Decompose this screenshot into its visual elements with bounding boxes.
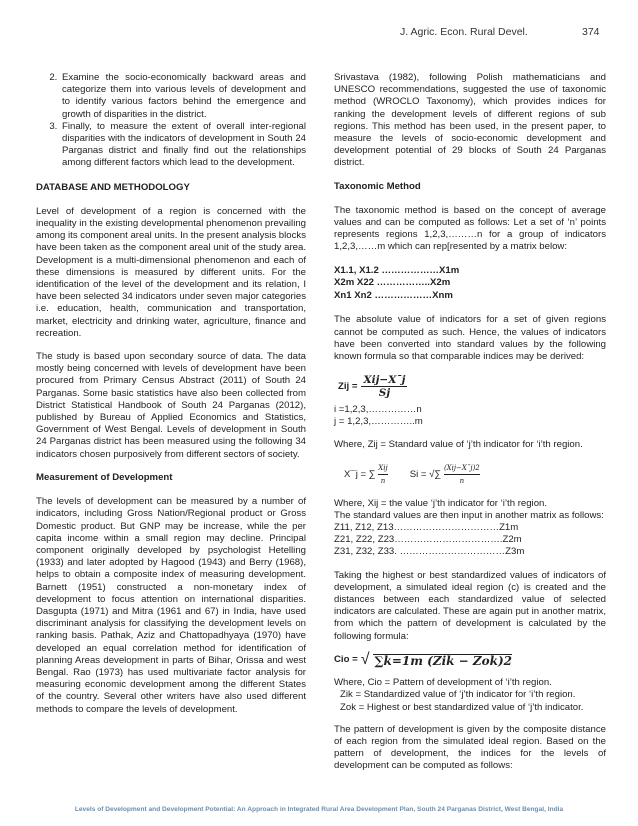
matrix-row: X1.1, X1.2 ………………X1m (334, 264, 460, 276)
zij-formula (338, 374, 606, 399)
fraction (361, 374, 407, 399)
subsection-heading: Taxonomic Method (334, 180, 421, 192)
index-ranges (334, 404, 606, 428)
sd-label: Si = √∑ (409, 469, 442, 481)
mean-sd-formulas (344, 462, 606, 487)
formula-label: Zij = (338, 380, 358, 392)
matrix-row: Z31, Z32, Z33. ……………………………Z3m (334, 546, 525, 558)
paragraph: The absolute value of indicators for a set of given regions cannot be computed as such. Hence, the values of indicators have been converted into standard values by the following known formula so that comparable indices may be derived: (334, 314, 606, 363)
paragraph: The levels of development can be measured by a number of indicators, including Gross Nation/Regional product or Gross Domestic product. But GNP may be increase, while the per capita income within a small region may decline. Principal component originally developed by psychologist Hetelling (1933) and later adopted by Hagood (1943) and Berry (1968), helps to obtain a composite index of measuring development. Barnett (1951) constructed a non-monetary index of development to focus attention on international disparities. Dasgupta (1971) and Mitra (1961 and 67) in India, have used discriminant analysis for classifying the development levels on ranking basis. Pathak, Aziz and Chattopadhyaya (1970) have developed an equal correlation method for identification of planning Areas development in parts of Bihar, Orissa and west Bengal. Rao (1973) has used multivariate factor analysis for measuring economic development among the different States of the country. Several other writers have also used different methods to compare the levels of development. (36, 496, 306, 715)
matrix-row: Xn1 Xn2 ………………Xnm (334, 289, 453, 301)
denominator: n (380, 477, 386, 486)
sd-formula (410, 462, 480, 487)
denominator: n (459, 477, 465, 486)
definition-line: Zok = Highest or best standardized value of ‘j’th indicator. (340, 701, 584, 713)
denominator: Sj (378, 387, 391, 400)
mean-formula (344, 462, 388, 487)
mean-label: X¯j = ∑ (344, 469, 376, 481)
fraction (444, 462, 480, 487)
paragraph: Srivastava (1982), following Polish mathematicians and UNESCO recommendations, suggested the use of taxonomic method (WROCLO Taxonomy), which provides indices for ranking the development levels of different regions of sub regions. This method has been used, in the present paper, to measure the levels of socio-economic development and development potential of 29 blocks of South 24 Parganas district. (334, 72, 606, 169)
formula-label: Cio = (334, 654, 358, 666)
paragraph: The taxonomic method is based on the concept of average values and can be computed as follows: Let a set of ‘n’ points represents regions 1,2,3,………n for a group of indicators 1,2,3,……m which can rep[resented by a matrix below: (334, 204, 606, 253)
definition-line: Zik = Standardized value of ‘j’th indicator for ‘i’th region. (340, 689, 576, 701)
paragraph: Level of development of a region is concerned with the inequality in the existing developmental phenomenon prevailing among its component areal units. In the present analysis blocks have been taken as the component areal unit of the study area. Development is a multi-dimensional phenomenon and each of these dimensions is measured by different units. For the identification of the level of the development and its relation, I have been selected 34 indicators under seven major categories i.e. education, health, communication and transportation, market, electricity and drinking water, agriculture, finance and recreation. (36, 205, 306, 339)
definition-line: Where, Zij = Standard value of ‘j’th indicator for ‘i’th region. (334, 439, 583, 451)
sqrt-icon: √ (360, 651, 370, 669)
definition-line: Where, Xij = the value ‘j’th indicator for ‘i’th region. (334, 497, 548, 509)
paragraph: Taking the highest or best standardized values of indicators of development, a simulated ideal region (c) is created and the distances between each standardized value of selected indicators are calculated. These are again put in another matrix, from which the pattern of development is calculated by the following formula: (334, 569, 606, 642)
list-item: 2. Examine the socio-economically backward areas and categorize them into various levels of development and to identify various factors behind the emergence and growth of disparities in the district. (60, 72, 306, 121)
left-column (36, 72, 306, 727)
page-number: 374 (582, 26, 600, 38)
definition-block (334, 498, 606, 559)
index-line: i =1,2,3,……………n (334, 403, 422, 415)
fraction (378, 462, 387, 487)
journal-name: J. Agric. Econ. Rural Devel. (400, 26, 528, 38)
definition-line: Where, Cio = Pattern of development of ‘i’th region. (334, 677, 552, 689)
formula-expression: ∑k=1m (Zik − Zok)2 (374, 653, 512, 668)
right-column (334, 72, 606, 784)
numerator: (Xij−X¯j)2 (444, 462, 480, 475)
numerator: Xij (378, 462, 387, 475)
definition-line: The standard values are then input in another matrix as follows: (334, 509, 604, 521)
matrix-row: Z11, Z12, Z13……………………………Z1m (334, 522, 519, 534)
section-heading: DATABASE AND METHODOLOGY (36, 181, 190, 193)
running-footer: Levels of Development and Development Potential: An Approach in Integrated Rural Area Development Plan, South 24 Parganas District, West Bengal, India (74, 806, 564, 813)
cio-formula (334, 651, 606, 669)
matrix-row: X2m X22 ……………..X2m (334, 277, 451, 289)
definition-block (334, 677, 606, 714)
list-item: 3. Finally, to measure the extent of overall inter-regional disparities with the indicators of development in South 24 Parganas district and finally find out the relationships among different factors which lead to the development. (60, 121, 306, 170)
paragraph: The study is based upon secondary source of data. The data mostly being concerned with levels of development have been procured from Primary Census Abstract (2011) of South 24 Parganas. Some basic statistics have also been collected from District Statistical Handbook of South 24 Parganas (2012), published by Bureau of Applied Economics and Statistics, Government of West Bengal. Levels of development in South 24 Parganas district has been measured using the following 34 indicators chosen purposively from different sectors of society. (36, 351, 306, 460)
x-matrix (334, 265, 606, 303)
numerator: Xij−X¯j (363, 374, 406, 387)
matrix-row: Z21, Z22, Z23…………………………….Z2m (334, 534, 522, 546)
objectives-list (36, 72, 306, 170)
paragraph: The pattern of development is given by the composite distance of each region from the simulated ideal region. Based on the pattern of development, the indices for the levels of development can be computed as follows: (334, 723, 606, 772)
running-header (400, 26, 600, 38)
subsection-heading: Measurement of Development (36, 471, 173, 483)
index-line: j = 1,2,3,…………..m (334, 415, 423, 427)
